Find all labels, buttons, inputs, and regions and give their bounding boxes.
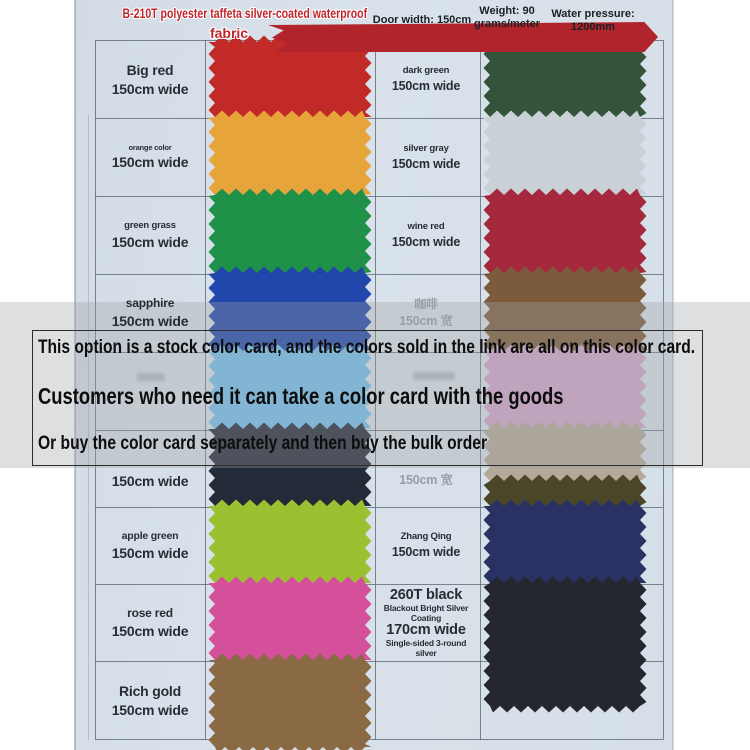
width-note: 150cm wide (111, 154, 189, 170)
coating-note-1: Blackout Bright Silver (383, 602, 469, 613)
width-note: 150cm wide (111, 622, 189, 639)
color-name: dark green (402, 64, 450, 76)
black-swatch (484, 577, 647, 713)
width-note: 150cm wide (111, 80, 189, 97)
color-name: Big red (126, 61, 174, 78)
label-cell-silver-gray (373, 118, 479, 196)
width-note: 150cm wide (391, 78, 461, 93)
color-name: 260T black (389, 586, 463, 603)
coating-note-3: Single-sided 3-round (385, 637, 467, 648)
wine-red-swatch (484, 189, 647, 280)
label-cell-rose-red (95, 584, 205, 661)
weight-label (466, 5, 548, 31)
width-note: 150cm wide (111, 473, 189, 489)
label-cell-green-grass (95, 196, 205, 274)
label-cell-big-red (95, 40, 205, 118)
product-title-line1: B-210T polyester taffeta silver-coated waterproof (122, 6, 368, 21)
water-pressure-label (546, 8, 640, 34)
water-pressure-line1: Water pressure: (551, 8, 635, 20)
color-name: orange color (128, 143, 172, 152)
color-name: apple green (121, 529, 179, 542)
notice-line-3: Or buy the color card separately and then buy the bulk order (38, 432, 488, 454)
door-width-label: Door width: 150cm (372, 14, 472, 26)
color-name: Rich gold (119, 682, 181, 699)
width-note: 150cm 宽 (399, 314, 453, 328)
product-title (88, 5, 370, 41)
coating-note-4: silver (415, 647, 437, 658)
width-note: 170cm wide (386, 621, 466, 638)
color-name: silver gray (403, 142, 449, 154)
label-cell-sapphire (95, 274, 205, 352)
coating-note-2: Coating (410, 612, 442, 623)
navy-swatch (484, 500, 647, 590)
color-name: sapphire (125, 296, 175, 310)
rose-red-swatch (209, 577, 372, 667)
color-name: green grass (124, 219, 176, 231)
width-note: 150cm wide (111, 701, 189, 718)
width-note: 150cm wide (111, 544, 189, 561)
product-title-line2: fabric (209, 25, 249, 41)
label-cell-orange (95, 118, 205, 196)
width-note: 150cm wide (391, 545, 461, 559)
width-note: 150cm wide (391, 156, 461, 171)
silver-gray-swatch (484, 111, 647, 202)
apple-green-swatch (209, 500, 372, 590)
label-cell-apple-green (95, 507, 205, 584)
label-cell-zhang-qing (373, 507, 479, 584)
label-cell-260t-black (373, 584, 479, 661)
orange-swatch (209, 111, 372, 202)
color-name: Zhang Qing (400, 531, 452, 542)
grass-green-swatch (209, 189, 372, 280)
weight-line1: Weight: 90 (479, 5, 535, 17)
label-cell-wine-red (373, 196, 479, 274)
width-note: 150cm wide (111, 233, 189, 250)
water-pressure-line2: 1200mm (570, 21, 616, 33)
width-note: 150cm wide (391, 234, 461, 249)
color-name: 咖啡 (414, 297, 438, 311)
weight-line2: grams/meter (473, 18, 541, 30)
label-cell-rich-gold (95, 661, 205, 739)
color-name: wine red (407, 220, 445, 232)
width-note: 150cm wide (111, 313, 189, 329)
notice-line-2: Customers who need it can take a color card with the goods (38, 383, 564, 409)
rich-gold-swatch (209, 654, 372, 750)
color-name: rose red (127, 605, 173, 620)
notice-line-1: This option is a stock color card, and the colors sold in the link are all on this color card. (38, 336, 696, 358)
width-note: 150cm 宽 (399, 473, 453, 487)
